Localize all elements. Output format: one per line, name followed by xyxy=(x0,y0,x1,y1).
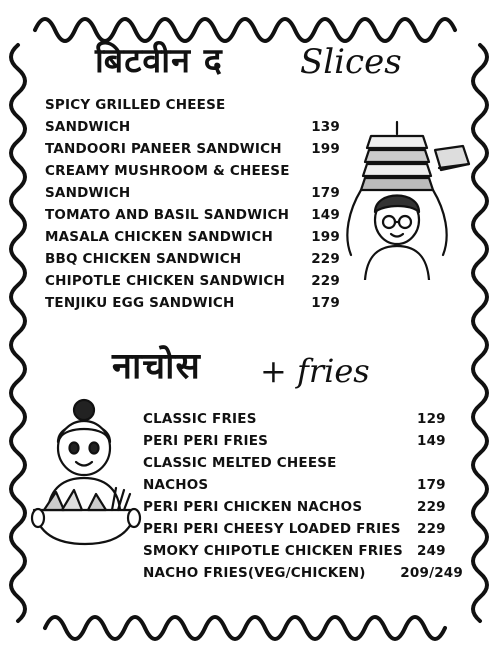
menu-item: MASALA CHICKEN SANDWICH 199 xyxy=(45,229,340,245)
nacho-bowl-girl-icon xyxy=(30,398,142,558)
menu-item: NACHO FRIES(VEG/CHICKEN) 209/249 xyxy=(143,565,463,581)
section2-title-script: + fries xyxy=(260,352,370,390)
menu-item: CLASSIC FRIES 129 xyxy=(143,411,446,427)
menu-item: SANDWICH 179 xyxy=(45,185,340,201)
menu-item: SPICY GRILLED CHEESE xyxy=(45,97,226,113)
menu-item: TANDOORI PANEER SANDWICH 199 xyxy=(45,141,340,157)
menu-item: TENJIKU EGG SANDWICH 179 xyxy=(45,295,340,311)
section1-title-script: Slices xyxy=(300,42,402,82)
menu-item: TOMATO AND BASIL SANDWICH 149 xyxy=(45,207,340,223)
menu-item: SANDWICH 139 xyxy=(45,119,340,135)
sandwich-menu xyxy=(45,94,340,314)
menu-item: BBQ CHICKEN SANDWICH 229 xyxy=(45,251,340,267)
menu-item: PERI PERI CHEESY LOADED FRIES 229 xyxy=(143,521,446,537)
menu-item: SMOKY CHIPOTLE CHICKEN FRIES 249 xyxy=(143,543,446,559)
menu-item: CHIPOTLE CHICKEN SANDWICH 229 xyxy=(45,273,340,289)
menu-item: CREAMY MUSHROOM & CHEESE xyxy=(45,163,290,179)
section1-title-hindi: बिटवीन द xyxy=(95,41,223,81)
sandwich-stack-boy-icon xyxy=(335,120,475,280)
section2-title-hindi: नाचोस xyxy=(112,346,201,387)
nachos-fries-menu xyxy=(143,408,463,584)
menu-item: CLASSIC MELTED CHEESE xyxy=(143,455,337,471)
menu-item: PERI PERI CHICKEN NACHOS 229 xyxy=(143,499,446,515)
menu-item: NACHOS 179 xyxy=(143,477,446,493)
menu-item: PERI PERI FRIES 149 xyxy=(143,433,446,449)
